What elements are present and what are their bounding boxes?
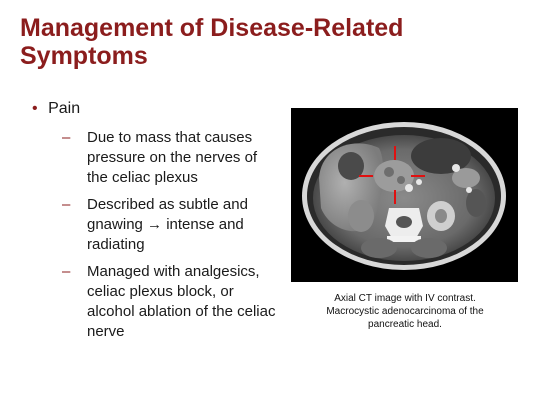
dash-icon: – [62,263,71,280]
sub-bullet-item [62,195,282,255]
sub-bullet-text: Managed with analgesics, celiac plexus block, or alcohol ablation of the celiac nerve [87,263,276,340]
dash-icon: – [62,129,71,146]
sub-bullet-list [62,128,282,349]
sub-bullet-text: Described as subtle and gnawing → intense and radiating [87,196,248,253]
bullet-dot-icon: • [32,100,38,117]
bullet-label: Pain [48,100,81,117]
ct-scan-graphic [291,108,518,282]
image-caption: Axial CT image with IV contrast. Macrocystic adenocarcinoma of the pancreatic head. [326,293,484,330]
dash-icon: – [62,196,71,213]
slide-title: Management of Disease-Related Symptoms [20,14,404,70]
sub-bullet-item [62,128,282,188]
sub-bullet-item [62,262,282,342]
ct-scan-image [291,108,518,282]
sub-bullet-text: Due to mass that causes pressure on the nerves of the celiac plexus [87,129,258,186]
bullet-pain [32,100,80,118]
